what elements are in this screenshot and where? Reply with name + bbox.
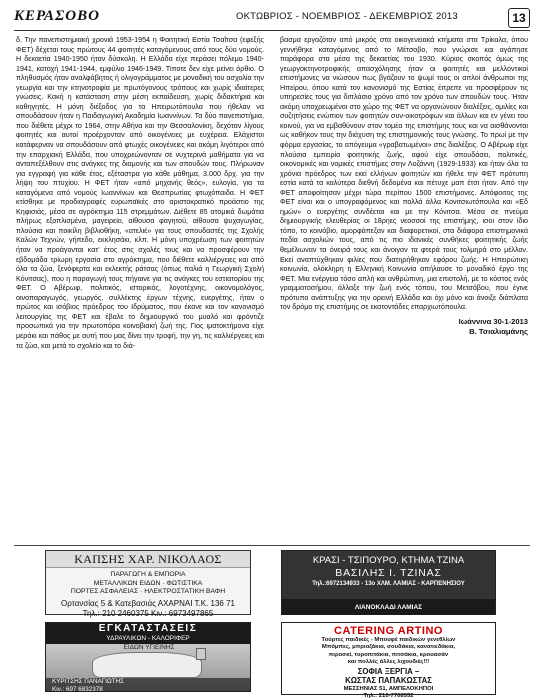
- ad-catering-line1: Τούρτες παιδικές - Μπουφέ παιδικών γενεθλίων: [321, 637, 456, 643]
- faucet-icon: [196, 648, 206, 660]
- masthead: ΚΕΡΑΣΟΒΟ: [14, 8, 100, 24]
- ad-tzina-line2: ΒΑΣΙΛΗΣ Ι. ΤΖΙΝΑΣ: [335, 567, 442, 579]
- page-number: 13: [508, 8, 530, 28]
- ad-tzina: [281, 550, 496, 615]
- ad-kapsis: [45, 550, 251, 618]
- article-text-2: βασμα εργαζόταν από μικρός στα οικογενειακά κτήματα στα Τρίκαλα, όπου γεννήθηκε καταγόμενος από το Μέτσοβο, που γνώρισε και αγάπησε παράφορα στα μέσα της δεκαετίας του 1930. Κύριος σκοπός όμως της γεωργοκτηνοτροφικής απασχόλησης ήταν οι φοιτητές και μελλοντικοί επιστήμονες να νιώσουν πως βγάζουν το ψωμί τους οι απλοί άνθρωποι της Ηπείρου, όπου κατά τον κανονισμό της Εστίας έπρεπε να προσφέρουν τις υπηρεσίες τους για διπλάσιο χρόνο από τον χρόνο των σπουδών τους. Ήταν ακόμη υποχρεωμένοι στο χώρο της ΦΕΤ να οργανώνουν διαλέξεις, ομιλίες και συζητήσεις ενώπιον των φοιτητών συν-οικοτρόφων και άλλων και εν γένει του κοινού, για να εμβαθύνουν στον τομέα της επιστήμης τους και να αισθάνονται ως καθήκον τους την διάχυση της επιστημονικής τους γνώσης. Το πρωί με την φόρμα εργασίας, το απόγευμα «γραβατωμένοι» στις διαλέξεις. Ο Αβέρωφ είχε πλούσια εμπειρία φοιτητικής ζωής, αφού είχε σπουδάσει, πολιτικές, οικονομικές και νομικές επιστήμες στην Λοζάννη (1929-1933) και ήταν όλα τα χρόνια πρόεδρος των εκεί ελλήνων φοιτητών και ήθελε την ΦΕΤ πρότυπη εστία κατά τα καλύτερα διεθνή δεδομένα και πέτυχε μαπ έτσι ήταν. Από την ΦΕΤ αποφοίτησαν μέχρι τώρα περίπου 1500 επιστήμονες. Απόφοιτος της ΦΕΤ είναι και ο υπογραφόμενος και πολλά άλλα Κονιτσιωτόπουλα και «Εδ ημών» ο ευεργέτης συνδέεται και με την Κόνιτσα. Μέσα σε πνεύμα δημιουργικής ελευθερίας οι 18ρηες νεοσσοί της επιστήμης, ισοι στον ίδιο τόπο, το κοινόβιο, αμορφάπεξαν και διαφορετικοί, στα διάφορα επιστημονικά πεδία ασχολιών τους, από τις πιο ιδανικές συνθήκες φοιτητικής ζωής θεμέλιωναν τα όνειρά τους και άνοιγαν τα φτερά τους τολμηρά στο μέλλον. Εκεί αναπτύχθηκαν φιλίες που διατηρήθηκαν εφόρου ζωής. Η Ηπειρώτικη κοινωνία, ολόκληρη η Ελληνική Κοινωνία απήλαυσε το μοναδικό έργο της ΦΕΤ. Μια ενέργεια τόσο απλή και ανθρώπινη, μια επιστολή, με το κόστος ενός γραμματοσήμου, άλλαξε την ζωή ενός τόπου, του Μετσόβου, που έγινε πρότυπο ανάπτυξης για την ορεινή Ελλάδα και όχι μόνο και άνοιξε διάπλατα τον δρόμο της επιστήμης σε εκατοντάδες επαρχιωτόπουλα.: [280, 36, 528, 312]
- signature-name: Β. Τσιαλιαμάνης: [469, 326, 528, 336]
- article-column-2: [280, 36, 528, 337]
- ads-separator: [14, 545, 530, 546]
- ad-catering-address: ΜΕΣΣΗΝΙΑΣ 51, ΑΜΠΕΛΟΚΗΠΟΙ: [343, 685, 434, 692]
- ad-kapsis-title: ΚΑΠΣΗΣ ΧΑΡ. ΝΙΚΟΛΑΟΣ: [46, 551, 250, 568]
- ad-catering-line4: και πολλές άλλες λιχουδιές!!!: [347, 659, 430, 666]
- page-header: [14, 8, 530, 32]
- ad-install-subtitle2: ΕΙΔΩΝ ΥΓΙΕΙΝΗΣ: [123, 644, 175, 651]
- ad-kapsis-line2: ΜΕΤΑΛΛΙΚΩΝ ΕΙΔΩΝ · ΦΩΤΙΣΤΙΚΑ: [93, 579, 203, 587]
- ad-catering-name1: ΣΟΦΙΑ ΞΕΡΓΙΑ –: [357, 666, 420, 676]
- header-rule: [14, 30, 530, 31]
- ad-tzina-line1: ΚΡΑΣΙ - ΤΣΙΠΟΥΡΟ, ΚΤΗΜΑ ΤΖΙΝΑ: [312, 555, 465, 566]
- bathtub-icon: [92, 652, 202, 678]
- article-text-1: δ. Την πανεπιστημιακή χρονιά 1953-1954 η Φοιτητική Εστία Τσαΐτσα (εφεξής ΦΕΤ) δέχεται τους πρώτους 44 φοιτητές καταγόμενους από τους δύο νομούς. Η δεκαετία 1940-1950 ήταν δύσκολη. Η Ελλάδα είχε περάσει πόλεμο 1940-1941, κατοχή 1941-1944, εμφύλιο 1946-1949. Τίποτε δεν είχε μείνει όρθιο. Ο πληθυσμός ήταν αναλφάβητος ή ολιγογράμματος με μοναδική του ασχολία την γεωργία και την κτηνοτροφία με πρωτόγονους τρόπους και χωρίς ιδιαίτερες γνώσεις. Κακή η κατάσταση στην μέση εκπαίδευση, χωρίς διδακτήρια και καθηγητές. Η μόνη διέξοδος για τα Ηπειρωτόπουλα που ήθελαν να σπουδάσουν ήταν η Παιδαγωγική Ακαδημία Ιωαννίνων. Τα δύο πανεπιστήμια, που διέθετε μέχρι το 1964, στην Αθήνα και την Θεσσαλονίκη, δεχόταν λίγους φοιτητές και αυτοί προέρχονταν από οικογένειες με ευχέρεια. Ελάχιστοι κατάφερναν να σπουδάσουν από φτωχές οικογένειες και ακόμη λιγότεροι από την επαρχιακή Ελλάδα, που υποχρεώνονταν σε νυχτερινά μαθήματα για να ανταπεξέλθουν στις ανάγκες της διαμονής και των σπουδών τους. Πλήρωναν για εγγραφή για κάθε έτος, εξέταστρα για κάθε μάθημα, 3.000 δρχ. για την λήψη του πτυχίου. Η ΦΕΤ ήταν «από μηχανής θεός», ευλογία, για τα καταγόμενα από νομούς Ιωαννίνων και Θεσπρωτίας φτωχόπαιδα. Η ΦΕΤ κτίσθηκε με προδιαγραφές ευρωπαϊκές στο αριστοκρατικό προάστιο της Κηφισιάς, μέσα σε αγρόκτημα 115 στρεμμάτων. Διέθετε 85 ατομικά δωμάτια πλήρως εξοπλισμένα, μαγειρείο, αίθουσα φαγητού, αίθουσα ψυχαγωγίας, πλούσια και ποικίλη βιβλιοθήκη, «ατελιέ» για τους σπουδαστές της Σχολής Καλών Τεχνών, γήπεδο, εκκλησάκι, κλπ. Η μόνη υποχρέωση των φοιτητών ήταν να προάγονται κατ' έτος στις σχολές τους και να προσφέρουν την εβδομάδα τρίωρη εργασία στο αγρόκτημα, που διέθετε καλλιέργειες και από όλα τα ζώα, ξενόφερτα και εκλεκτής ράτσας (όπως παλιά η Γεωργική Σχολή Κόνιτσας), που η παραγωγή τους πήγαινε για τις ανάγκες του εστιατορίου της ΦΕΤ. Ο Αβέρωφ, πολιτικός, ιστορικός, λογοτέχνης, οικονομολόγος, οινοπαραγωγός, γεωργός, συλλέκτης έργων τέχνης, ευεργέτης, ήταν ο πρώτος και ισόβιος πρόεδρος του Ιδρύματος, που έκανε και τον κανονισμό λειτουργίας της ΦΕΤ και έβαλε το δημιουργικό του μυαλό και φρόντιζε προσωπικά για την πρωτοπόρα κοινοβιακή ζωή της. Γιος ιματοκτήμονα είχε μεράκι και πάθος με αυτή που μας δίνει την τροφή, την γη, τις καλλιέργειες και τα ζώα, και μετά το σχολείο και το διά-: [16, 36, 264, 350]
- article-column-1: [16, 36, 264, 351]
- ad-kapsis-address: Ορτανσίας 5 & Κατεβασιάς ΑΧΑΡΝΑΙ Τ.Κ. 136 71: [60, 598, 235, 608]
- signature-date: Ιωάννινα 30-1-2013: [458, 316, 528, 326]
- ad-installations: [45, 622, 251, 692]
- ad-catering-line3: πιροσκί, τυροπιτάκια, πιτσάκια, κρουασάν: [328, 651, 449, 658]
- ad-kapsis-line1: ΠΑΡΑΓΩΓΗ & ΕΜΠΟΡΙΑ: [110, 571, 186, 578]
- ad-install-title: ΕΓΚΑΤΑΣΤΑΣΕΙΣ: [98, 623, 198, 634]
- ad-catering-name2: ΚΩΣΤΑΣ ΠΑΠΑΚΩΣΤΑΣ: [345, 676, 432, 686]
- ad-kapsis-line3: ΠΟΡΤΕΣ ΑΣΦΑΛΕΙΑΣ · ΗΛΕΚΤΡΟΣΤΑΤΙΚΗ ΒΑΦΗ: [70, 588, 226, 595]
- ad-catering-phone: Τηλ.: 210-7708552: [363, 692, 414, 699]
- ad-tzina-line4: ΛΙΑΝΟΚΛΑΔΙ ΛΑΜΙΑΣ: [282, 599, 495, 615]
- ad-install-name: ΚΥΡΙΤΣΗΣ ΠΑΝΑΓΙΩΤΗΣ: [52, 678, 124, 685]
- ad-catering-brand: CATERING ARTINO: [334, 625, 443, 637]
- ad-kapsis-phone: Τηλ.: 210 2460375 Κιν.: 6973497865: [82, 608, 214, 618]
- ad-install-phone: Κιν.: 697 6832378: [52, 685, 103, 692]
- ad-tzina-line3: Τηλ.:6972134933 - 13ο ΧΛΜ. ΛΑΜΙΑΣ - ΚΑΡΠΕΝΗΣΙΟΥ: [312, 581, 465, 587]
- issue-date: ΟΚΤΩΒΡΙΟΣ - ΝΟΕΜΒΡΙΟΣ - ΔΕΚΕΜΒΡΙΟΣ 2013: [236, 11, 458, 22]
- ad-catering-line2: Μπόμπες, μπριοζάκια, σουδάκια, κανατιεδάκια,: [321, 644, 456, 651]
- bathtub-photo: [46, 644, 251, 692]
- ad-catering: [281, 622, 496, 699]
- ad-install-subtitle1: ΥΔΡΑΥΛΙΚΩΝ - ΚΑΛΟΡΙΦΕΡ: [106, 635, 190, 642]
